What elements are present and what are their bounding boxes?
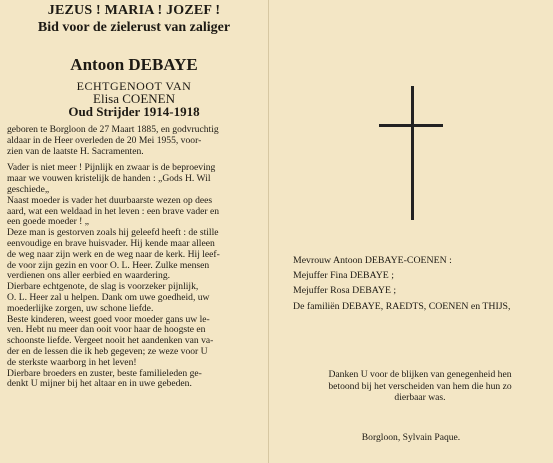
text-line: de weg naar zijn werk en de weg naar de kerk. Hij leef- [7,249,220,260]
text-line: geschiede„ [7,184,50,195]
thanks-line: dierbaar was. [394,392,446,403]
text-line: aldaar in de Heer overleden de 20 Mei 1955, voor- [7,135,202,146]
text-line: moederlijke zorgen, uw schone liefde. [7,303,154,314]
invocation: JEZUS ! MARIA ! JOZEF ! [47,3,221,18]
text-line: zien van de laatste H. Sacramenten. [7,146,144,157]
mourner-line: Mejuffer Rosa DEBAYE ; [293,285,397,297]
mourner-line: Mevrouw Antoon DEBAYE-COENEN : [293,255,452,266]
text-line: Deze man is gestorven zoals hij geleefd heeft : de stille [7,228,219,239]
mourners-list [293,255,548,312]
text-line: schoonste liefde. Vergeet nooit het aandenken van va- [7,336,214,347]
spouse-name: Elisa COENEN [93,91,175,106]
text-line: maar we vouwen kristelijk de handen : „Gods H. Wil [7,174,211,185]
text-line: denkt U mijner bij het altaar en in uwe gebeden. [7,379,192,390]
text-line: een goede moeder ! „ [7,217,90,228]
text-line: Dierbare broeders en zuster, beste familieleden ge- [7,368,202,379]
thanks-text [294,369,546,404]
text-line: O. L. Heer zal u helpen. Dank om uwe goedheid, uw [7,292,210,303]
prayer-heading: Bid voor de zielerust van zaliger [37,20,231,35]
veteran-title: Oud Strijder 1914-1918 [68,104,200,119]
text-line: Dierbare echtgenote, de slag is voorzeker pijnlijk, [7,282,199,293]
card-fold [268,0,269,463]
cross-icon [379,86,443,220]
text-line: verdienen ons aller eerbied en waardering. [7,271,171,282]
text-line: Vader is niet meer ! Pijnlijk en zwaar is de beproeving [7,163,216,174]
mourner-line: Mejuffer Fina DEBAYE ; [293,270,394,282]
memorial-text [7,125,265,390]
text-line: geboren te Borgloon de 27 Maart 1885, en godvruchtig [7,125,219,135]
spouse-label: ECHTGENOOT VAN [76,79,192,93]
printer-credit: Borgloon, Sylvain Paque. [361,432,461,443]
deceased-name: Antoon DEBAYE [70,55,198,74]
thanks-line: Danken U voor de blijken van genegenheid hen [328,369,512,380]
left-panel [0,0,268,463]
text-line: de sterkste waarborg in het leven! [7,357,137,368]
text-line: ven. Hebt nu meer dan ooit voor haar de hoogste en [7,325,206,336]
text-line: eenvoudige en brave huisvader. Hij kende maar alleen [7,238,215,249]
text-line: aard, wat een weldaad in het leven : een brave vader en [7,206,220,217]
text-line: Beste kinderen, weest goed voor moeder gans uw le- [7,314,210,325]
thanks-line: betoond bij het verscheiden van hem die hun zo [328,380,512,392]
text-line: Naast moeder is vader het duurbaarste wezen op dees [7,195,213,206]
text-line: de voor zijn gezin en voor O. L. Heer. Zulke mensen [7,260,210,271]
mourner-line: De familiën DEBAYE, RAEDTS, COENEN en THIJS, [293,300,511,312]
text-line: der en de lessen die ik heb gegeven; ze weze voor U [7,346,208,357]
